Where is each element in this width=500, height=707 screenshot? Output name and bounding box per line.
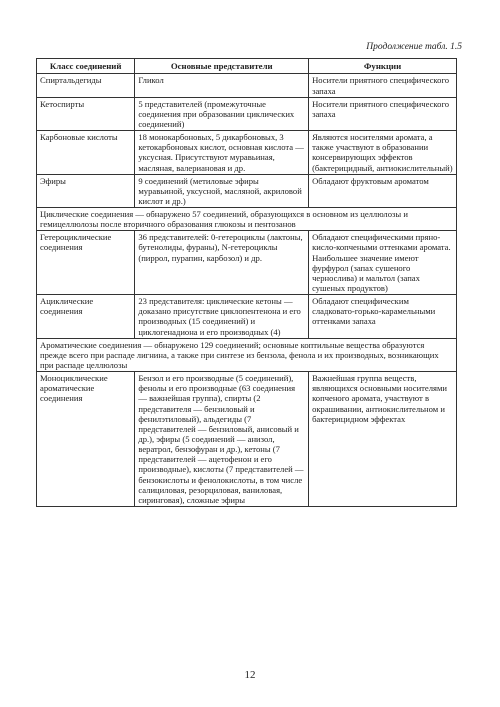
table-row	[37, 295, 457, 339]
row-representatives-cell: Бензол и его производные (5 соединений), фенолы и его производные (63 соединения — важнейшая группа), спирты (2 представителя — бензиловый и фенилэтиловый), альдегиды (7 представителей — бензиловый, анисовый и др.), эфиры (5 соединений — анизол, вератрол, бензофуран и др.), кетоны (7 представителей — ацетофенон и его производные), кислоты (7 представителей — бензокислоты и фенолокислоты, в том числе салициловая, резорциловая, ваниловая, сиринговая), сложные эфиры	[135, 372, 309, 507]
row-class-cell: Ациклические соединения	[37, 295, 135, 339]
compounds-table	[36, 58, 457, 507]
section-aromatic-text: Ароматические соединения — обнаружено 129 соединений; основные коптильные вещества образуются прежде всего при распаде лигнина, а также при синтезе из бензола, фенола и их производных, возникающих при распаде целлюлозы	[37, 338, 457, 371]
table-row	[37, 131, 457, 175]
row-class-cell: Кетоспирты	[37, 97, 135, 130]
table-row	[37, 372, 457, 507]
header-functions: Функции	[309, 59, 457, 74]
row-representatives-cell: 36 представителей: 0-гетероциклы (лактоны, бутенолиды, фураны), N-гетероциклы (пиррол, пурапин, карбозол) и др.	[135, 231, 309, 295]
row-class-cell: Спиртальдегиды	[37, 74, 135, 97]
table-row	[37, 174, 457, 207]
section-row	[37, 338, 457, 371]
row-functions-cell: Обладают специфическими пряно-кисло-копчеными оттенками аромата. Наибольшее значение имеют фурфурол (запах сушеного чернослива) и мальтол (запах сушеных продуктов)	[309, 231, 457, 295]
header-class: Класс соединений	[37, 59, 135, 74]
header-representatives: Основные представители	[135, 59, 309, 74]
table-row	[37, 97, 457, 130]
row-class-cell: Карбоновые кислоты	[37, 131, 135, 175]
row-class-cell: Эфиры	[37, 174, 135, 207]
row-representatives-cell: 5 представителей (промежуточные соединения при образовании циклических соединений)	[135, 97, 309, 130]
table-header-row	[37, 59, 457, 74]
section-row	[37, 208, 457, 231]
row-class-cell: Моноциклические ароматические соединения	[37, 372, 135, 507]
row-representatives-cell: 23 представителя: циклические кетоны — доказано присутствие циклопентенона и его производных (15 соединений) и циклогенадиона и его производных (4)	[135, 295, 309, 339]
table-row	[37, 74, 457, 97]
section-cyclic-text: Циклические соединения — обнаружено 57 соединений, образующихся в основном из целлюлозы и гемицеллюлозы после вторичного образования глюкозы и пентозанов	[37, 208, 457, 231]
row-representatives-cell: 9 соединений (метиловые эфиры муравьиной, уксусной, масляной, акриловой кислот и др.)	[135, 174, 309, 207]
row-class-cell: Гетероциклические соединения	[37, 231, 135, 295]
row-functions-cell: Носители приятного специфического запаха	[309, 74, 457, 97]
row-functions-cell: Важнейшая группа веществ, являющихся основными носителями копченого аромата, участвуют в окрашивании, антиокислительном и бактерицидном эффектах	[309, 372, 457, 507]
row-functions-cell: Носители приятного специфического запаха	[309, 97, 457, 130]
row-functions-cell: Являются носителями аромата, а также участвуют в образовании консервирующих эффектов (бактерицидный, антиокислительный)	[309, 131, 457, 175]
row-representatives-cell: Гликол	[135, 74, 309, 97]
row-functions-cell: Обладают фруктовым ароматом	[309, 174, 457, 207]
row-representatives-cell: 18 монокарбоновых, 5 дикарбоновых, 3 кетокарбоновых кислот, основная кислота — уксусная. Присутствуют муравьиная, масляная, валериановая и др.	[135, 131, 309, 175]
page-number: 12	[244, 669, 256, 681]
table-caption: Продолжение табл. 1.5	[366, 42, 462, 52]
row-functions-cell: Обладают специфическим сладковато-горько-карамельными оттенками запаха	[309, 295, 457, 339]
table-row	[37, 231, 457, 295]
